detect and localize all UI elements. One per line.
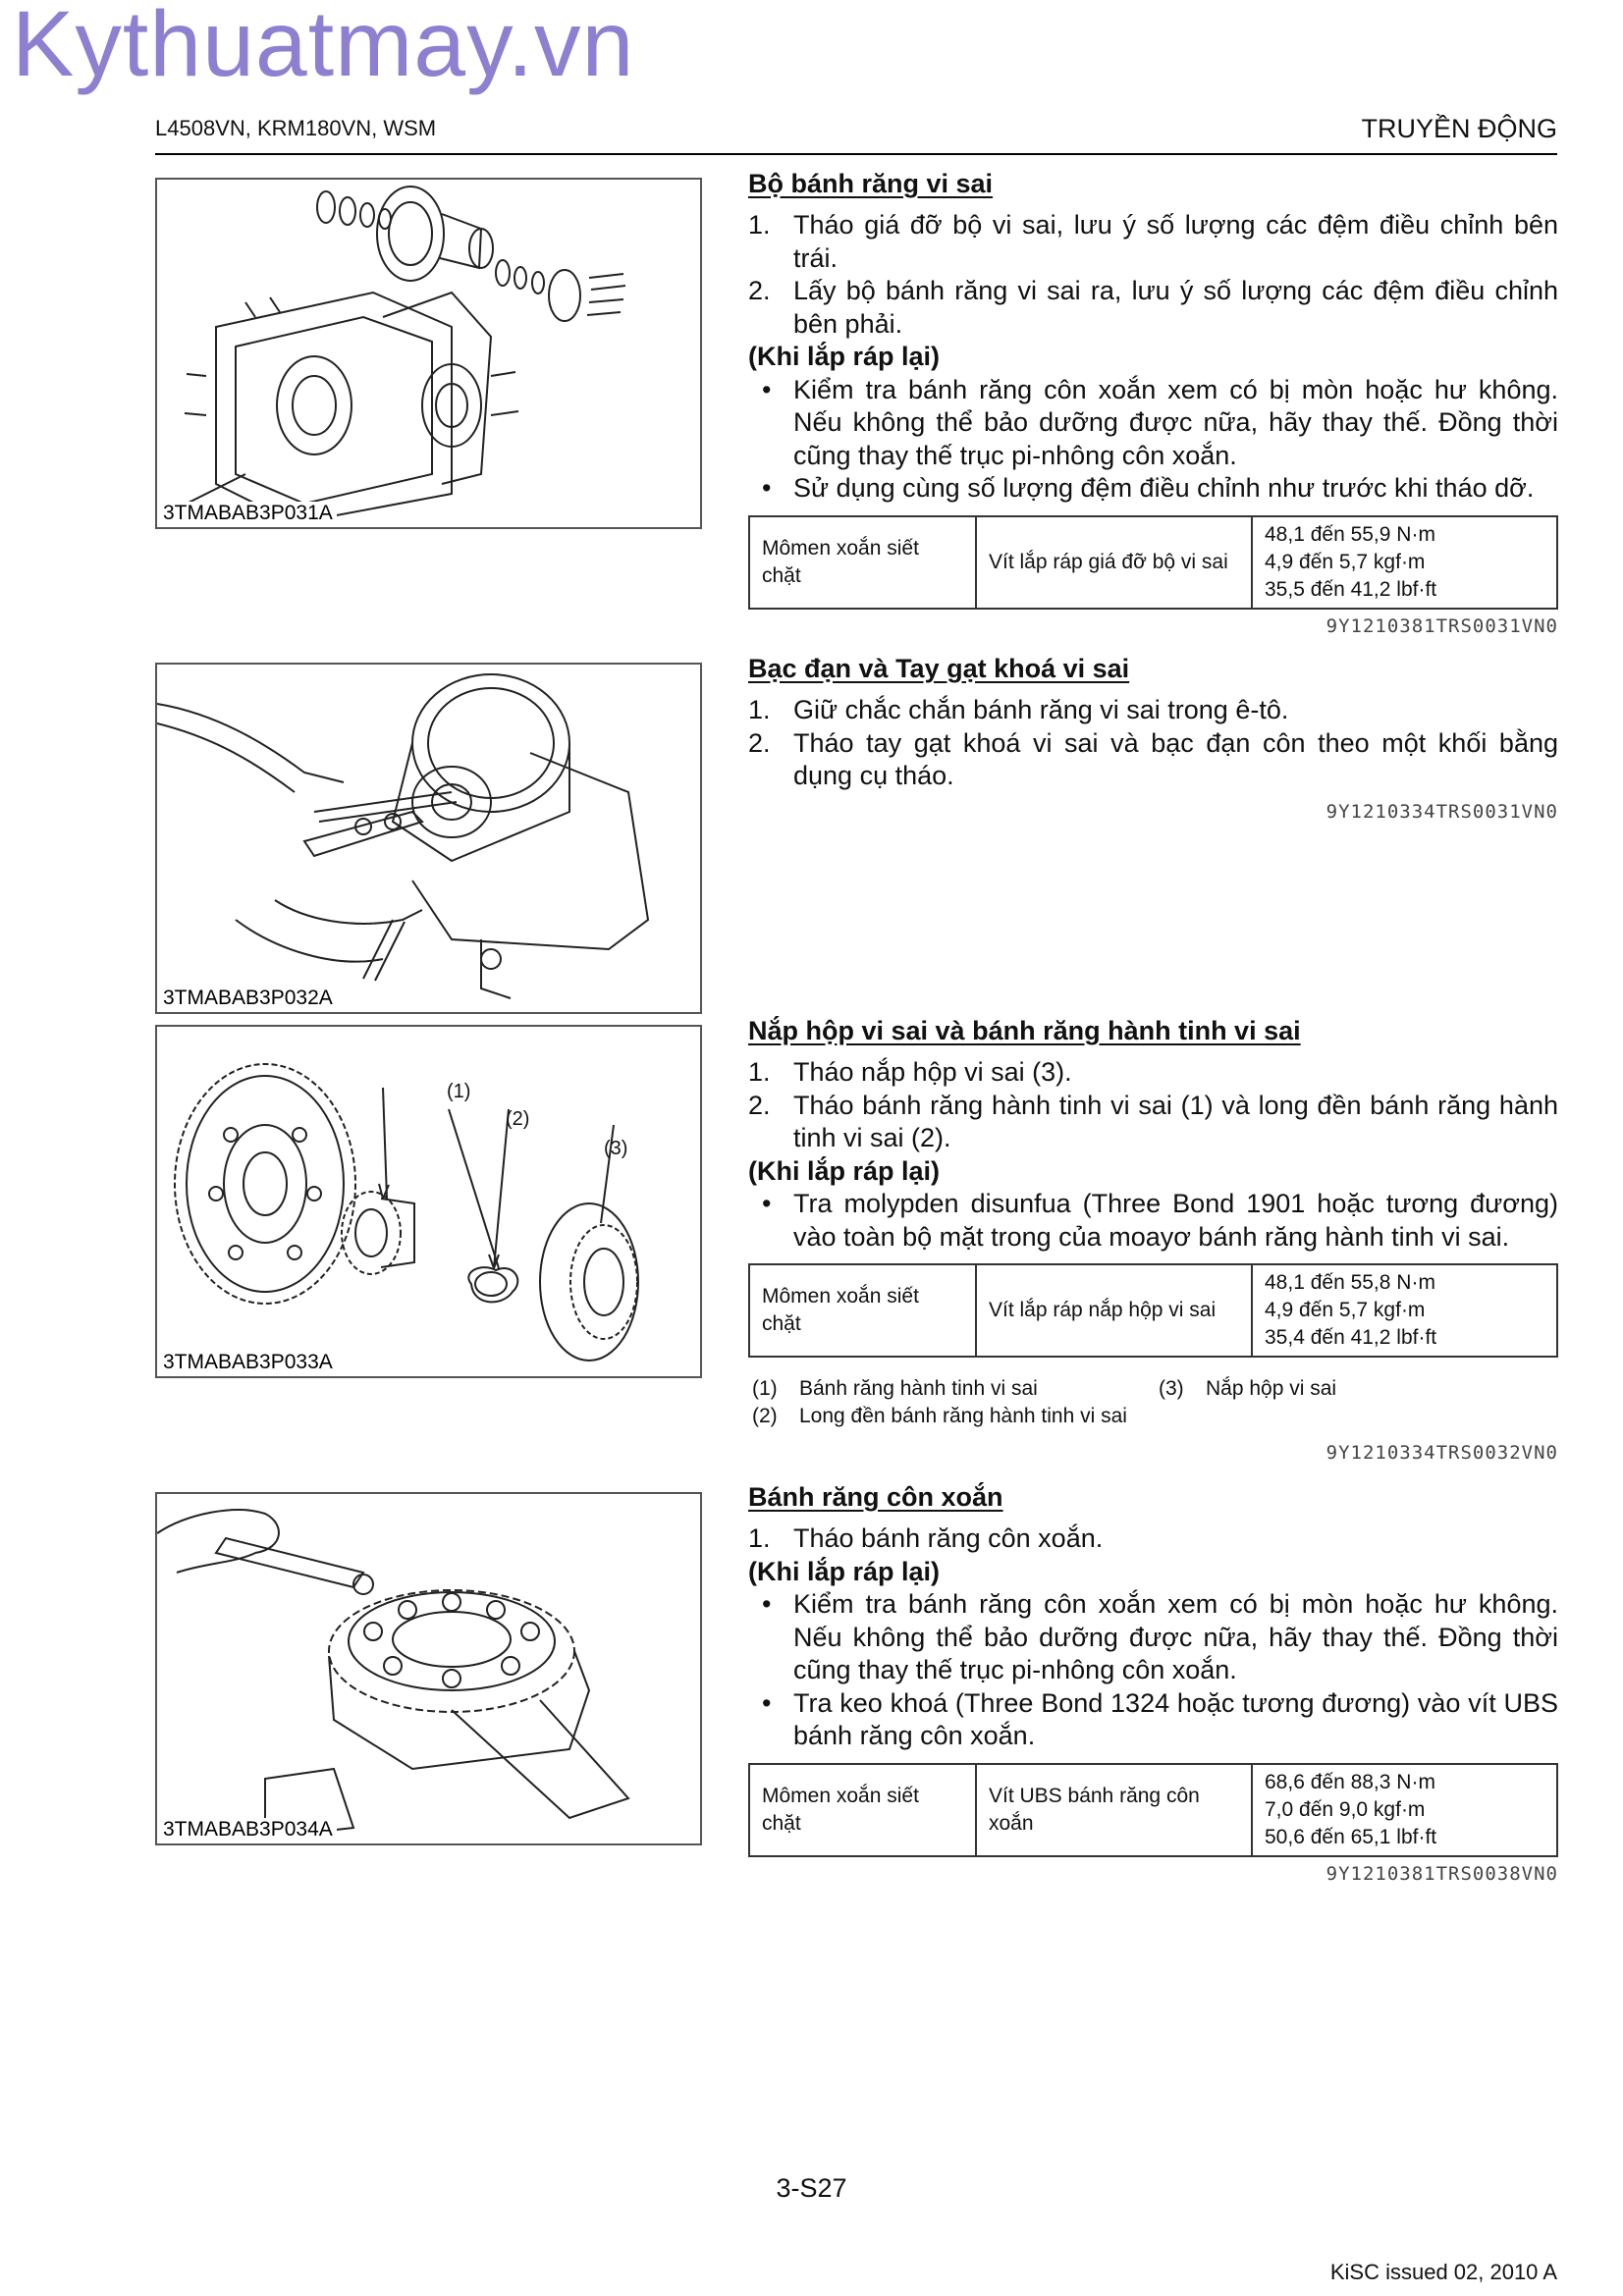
torque-label: Mômen xoắn siết chặt xyxy=(749,516,976,609)
step-item: 1. Tháo nắp hộp vi sai (3). xyxy=(748,1057,1072,1087)
figure-bevel-gear xyxy=(155,1492,702,1845)
header-section: TRUYỀN ĐỘNG xyxy=(1361,114,1557,143)
figure-caption: 3TMABAB3P034A xyxy=(163,1818,337,1842)
section-spiral-bevel-gear xyxy=(748,1482,1558,1885)
torque-item: Vít lắp ráp nắp hộp vi sai xyxy=(976,1264,1252,1357)
callout-3: (3) xyxy=(604,1138,628,1159)
torque-values: 48,1 đến 55,8 N·m 4,9 đến 5,7 kgf·m 35,4 đến 41,2 lbf·ft xyxy=(1252,1264,1557,1357)
torque-label: Mômen xoắn siết chặt xyxy=(749,1764,976,1856)
bullet-item: • Kiểm tra bánh răng côn xoắn xem có bị mòn hoặc hư không. Nếu không thể bảo dưỡng được nữa, hãy thay thế. Đồng thời cũng thay thế trục pi-nhông côn xoắn. xyxy=(762,1589,1558,1684)
torque-table xyxy=(748,1263,1558,1358)
step-item: 1. Tháo bánh răng côn xoắn. xyxy=(748,1523,1104,1553)
header-rule xyxy=(155,153,1557,155)
torque-values: 48,1 đến 55,9 N·m 4,9 đến 5,7 kgf·m 35,5 đến 41,2 lbf·ft xyxy=(1252,516,1557,609)
bullet-item: • Tra molypden disunfua (Three Bond 1901 hoặc tương đương) vào toàn bộ mặt trong của moayơ bánh răng hành tinh vi sai. xyxy=(762,1189,1558,1252)
torque-table xyxy=(748,515,1558,610)
bullet-item: • Sử dụng cùng số lượng đệm điều chỉnh như trước khi tháo dỡ. xyxy=(762,473,1535,503)
doc-code: 9Y1210381TRS0031VN0 xyxy=(1325,614,1558,637)
section-title: Nắp hộp vi sai và bánh răng hành tinh vi sai xyxy=(748,1016,1301,1045)
torque-values: 68,6 đến 88,3 N·m 7,0 đến 9,0 kgf·m 50,6 đến 65,1 lbf·ft xyxy=(1252,1764,1557,1856)
step-item: 2. Lấy bộ bánh răng vi sai ra, lưu ý số lượng các đệm điều chỉnh bên phải. xyxy=(748,276,1558,339)
section-title: Bộ bánh răng vi sai xyxy=(748,169,994,198)
doc-code: 9Y1210381TRS0038VN0 xyxy=(1325,1862,1558,1885)
reassembly-label: (Khi lắp ráp lại) xyxy=(748,1155,941,1186)
figure-differential-gears xyxy=(155,1025,702,1378)
figure-bearing-puller xyxy=(155,663,702,1014)
section-bearing-lock-lever xyxy=(748,654,1558,823)
step-item: 1. Tháo giá đỡ bộ vi sai, lưu ý số lượng các đệm điều chỉnh bên trái. xyxy=(748,210,1558,273)
callout-1: (1) xyxy=(447,1081,471,1102)
section-title: Bạc đạn và Tay gạt khoá vi sai xyxy=(748,654,1130,683)
differential-case-exploded-illustration xyxy=(157,180,700,527)
reassembly-label: (Khi lắp ráp lại) xyxy=(748,342,941,371)
bullet-item: • Kiểm tra bánh răng côn xoắn xem có bị mòn hoặc hư không. Nếu không thể bảo dưỡng được nữa, hãy thay thế. Đồng thời cũng thay thế trục pi-nhông côn xoắn. xyxy=(762,374,1558,470)
section-differential-cover xyxy=(748,1016,1558,1464)
reassembly-label: (Khi lắp ráp lại) xyxy=(748,1556,941,1586)
doc-code: 9Y1210334TRS0031VN0 xyxy=(1325,800,1558,823)
issue-note: KiSC issued 02, 2010 A xyxy=(1329,2260,1557,2284)
step-item: 2. Tháo bánh răng hành tinh vi sai (1) và long đền bánh răng hành tinh vi sai (2). xyxy=(748,1090,1558,1152)
step-item: 2. Tháo tay gạt khoá vi sai và bạc đạn côn theo một khối bằng dụng cụ tháo. xyxy=(748,727,1558,790)
watermark-logo: Kythuatmay.vn xyxy=(12,0,635,96)
differential-gear-exploded-illustration xyxy=(157,1027,700,1376)
figure-caption: 3TMABAB3P033A xyxy=(163,1351,337,1374)
page-number: 3-S27 xyxy=(776,2173,847,2203)
section-differential-gear-assembly xyxy=(748,169,1558,637)
doc-code: 9Y1210334TRS0032VN0 xyxy=(1325,1442,1558,1464)
torque-table xyxy=(748,1763,1558,1857)
torque-item: Vít UBS bánh răng côn xoắn xyxy=(976,1764,1252,1856)
figure-caption: 3TMABAB3P032A xyxy=(163,987,337,1010)
figure-differential-case xyxy=(155,178,702,529)
parts-legend: (1) Bánh răng hành tinh vi sai (2) Long đền bánh răng hành tinh vi sai (3) Nắp hộp vi sai xyxy=(752,1377,1337,1427)
bullet-item: • Tra keo khoá (Three Bond 1324 hoặc tương đương) vào vít UBS bánh răng côn xoắn. xyxy=(762,1687,1558,1750)
torque-label: Mômen xoắn siết chặt xyxy=(749,1264,976,1357)
bevel-gear-wrench-illustration xyxy=(157,1494,700,1843)
section-title: Bánh răng côn xoắn xyxy=(748,1482,1003,1512)
figure-caption: 3TMABAB3P031A xyxy=(163,502,337,525)
bearing-puller-illustration xyxy=(157,665,700,1012)
header-models: L4508VN, KRM180VN, WSM xyxy=(155,116,437,140)
torque-item: Vít lắp ráp giá đỡ bộ vi sai xyxy=(976,516,1252,609)
step-item: 1. Giữ chắc chắn bánh răng vi sai trong ê-tô. xyxy=(748,695,1289,724)
callout-2: (2) xyxy=(506,1108,530,1130)
